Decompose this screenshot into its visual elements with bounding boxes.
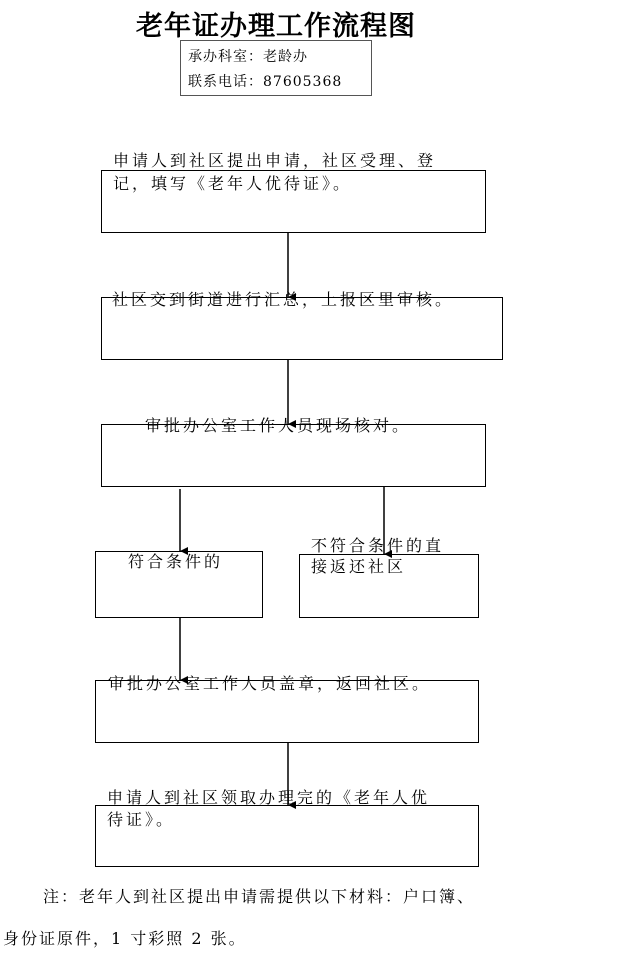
step-5-text: 审批办公室工作人员盖章，返回社区。 [108,674,432,693]
note-line-1: 注：老年人到社区提出申请需提供以下材料：户口簿、 [43,887,476,906]
page-title: 老年证办理工作流程图 [136,11,416,42]
note-line-2: 身份证原件，1 寸彩照 2 张。 [3,929,247,948]
department-label: 承办科室：老龄办 [188,49,308,65]
step-4b-text-line-2: 接返还社区 [311,557,407,576]
step-1-text-line-1: 申请人到社区提出申请，社区受理、登 [113,151,437,170]
step-1-text-line-2: 记，填写《老年人优待证》。 [113,174,353,193]
step-3-text: 审批办公室工作人员现场核对。 [145,416,412,435]
step-4b-text-line-1: 不符合条件的直 [311,536,445,555]
step-4a-text: 符合条件的 [128,552,224,571]
step-6-text-line-1: 申请人到社区领取办理完的《老年人优 [107,788,431,807]
step-6-text-line-2: 待证》。 [107,810,176,829]
phone-label: 联系电话：87605368 [188,74,343,90]
step-2-text: 社区交到街道进行汇总，上报区里审核。 [112,290,455,309]
